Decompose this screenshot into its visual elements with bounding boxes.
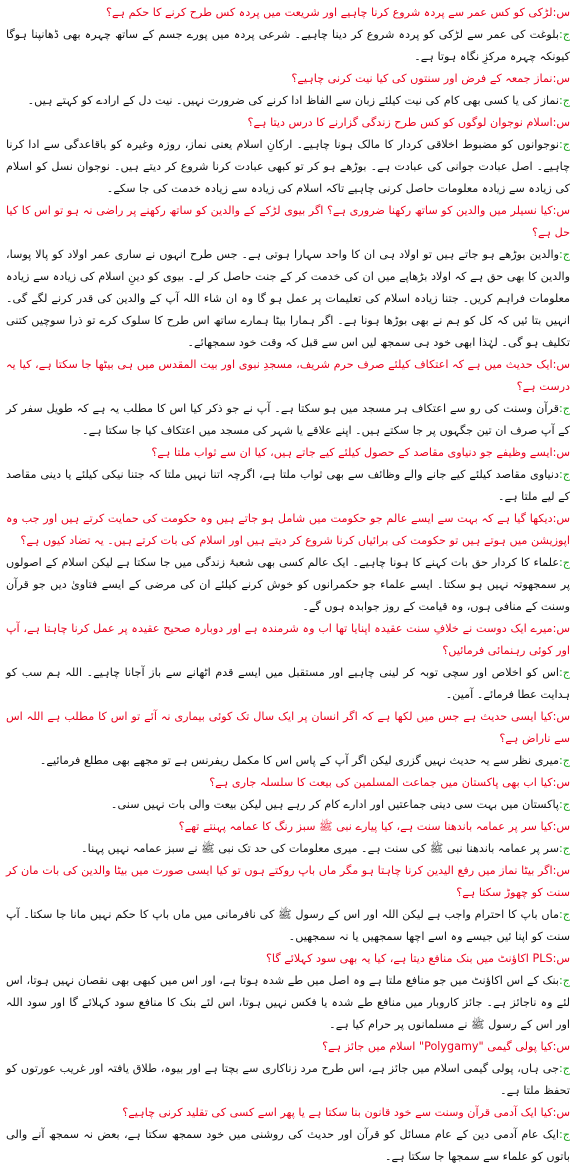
question: [6, 618, 570, 662]
answer-marker: ج:: [559, 842, 570, 855]
question: [6, 772, 570, 794]
question: [6, 860, 570, 904]
question-text: میرے ایک دوست نے خلافِ سنت عقیدہ اپنایا تھا اب وہ شرمندہ ہے اور دوبارہ صحیح عقیدہ پر عمل کرنا چاہتا ہے، آپ اور کوئی رہنمائی فرمائیں؟: [6, 622, 570, 657]
question-text: کیا ایسی حدیث ہے جس میں لکھا ہے کہ اگر انسان پر ایک سال تک کوئی بیماری نہ آئے تو اس کا مطلب ہے اللہ اس سے ناراض ہے؟: [6, 710, 570, 745]
question-text: ایسے وظیفے جو دنیاوی مقاصد کے حصول کیلئے کیے جاتے ہیں، کیا ان سے ثواب ملتا ہے؟: [151, 446, 553, 459]
answer: [6, 1124, 570, 1168]
answer-text: اس کو اخلاص اور سچی توبہ کر لینی چاہیے اور مستقبل میں ایسے قدم اٹھانے سے باز آجانا چاہیے۔ اللہ ہم سب کو ہدایت عطا فرمائے۔ آمین۔: [6, 666, 570, 701]
answer: [6, 244, 570, 354]
question-marker: س:: [552, 446, 570, 459]
question: [6, 1102, 570, 1124]
question-marker: س:: [552, 776, 570, 789]
qa-item: [6, 772, 570, 816]
answer: [6, 24, 570, 68]
question-marker: س:: [552, 710, 570, 723]
question: [6, 354, 570, 398]
answer-marker: ج:: [559, 94, 570, 107]
answer: [6, 90, 570, 112]
question-text: PLS اکاؤنٹ میں بنک منافع دیتا ہے، کیا یہ بھی سود کہلائے گا؟: [265, 952, 553, 965]
question-marker: س:: [552, 116, 570, 129]
question-text: اگر بیٹا نماز میں رفع الیدین کرنا چاہتا ہو مگر ماں باپ روکتے ہوں تو کیا ایسی صورت میں بیٹا والدین کی بات مان کر سنت کو چھوڑ سکتا ہے؟: [6, 864, 570, 899]
question: [6, 1036, 570, 1058]
answer-marker: ج:: [559, 754, 570, 767]
answer-marker: ج:: [559, 908, 570, 921]
question-text: کیا پولی گیمی "Polygamy" اسلام میں جائز ہے؟: [322, 1040, 553, 1053]
question-text: لڑکی کو کس عمر سے پردہ شروع کرنا چاہیے اور شریعت میں پردہ کس طرح کرنے کا حکم ہے؟: [106, 6, 553, 19]
question-marker: س:: [552, 6, 570, 19]
answer-marker: ج:: [559, 1128, 570, 1141]
question: [6, 948, 570, 970]
qa-item: [6, 442, 570, 508]
question-marker: س:: [552, 1040, 570, 1053]
answer-text: نوجوانوں کو مضبوط اخلاقی کردار کا مالک ہونا چاہیے۔ ارکانِ اسلام یعنی نماز، روزہ وغیرہ کو باقاعدگی سے ادا کرنا چاہیے۔ اصل عبادت جوانی کی عبادت ہے۔ بوڑھے ہو کر تو کبھی عبادت کرنا شروع کر دیتے ہیں۔ نوجوان نسل کو اسلام کی زیادہ سے زیادہ معلومات حاصل کرنی چاہیے تاکہ اسلام کی زیادہ سے زیادہ خدمت کی جا سکے۔: [6, 138, 570, 195]
question-text: کیا سر پر عمامہ باندھنا سنت ہے، کیا پیارے نبی ﷺ سبز رنگ کا عمامہ پہنتے تھے؟: [178, 820, 553, 833]
answer-marker: ج:: [559, 28, 570, 41]
question: [6, 200, 570, 244]
question-marker: س:: [552, 1106, 570, 1119]
qa-item: [6, 1036, 570, 1102]
answer-text: دنیاوی مقاصد کیلئے کیے جانے والے وظائف سے بھی ثواب ملتا ہے، اگرچہ اتنا نہیں ملتا کہ جتنا نیکی کیلئے یا دینی مقاصد کے لیے ملتا ہے۔: [6, 468, 570, 503]
answer-text: پاکستان میں بہت سی دینی جماعتیں اور ادارے کام کر رہے ہیں لیکن بیعت والی بات نہیں سنی۔: [110, 798, 559, 811]
answer-text: نماز کی یا کسی بھی کام کی نیت کیلئے زبان سے الفاظ ادا کرنے کی ضرورت نہیں۔ نیت دل کے ارادے کو کہتے ہیں۔: [27, 94, 559, 107]
question: [6, 442, 570, 464]
answer: [6, 464, 570, 508]
question-text: کیا ایک آدمی قرآن وسنت سے خود قانون بنا سکتا ہے یا پھر اسے کسی کی تقلید کرنی چاہیے؟: [122, 1106, 553, 1119]
answer: [6, 794, 570, 816]
answer-text: علماء کا کردار حق بات کہنے کا ہونا چاہیے۔ ایک عالم کسی بھی شعبۂ زندگی میں جا سکتا ہے لیکن اسلام کے اصولوں پر سمجھوتہ نہیں ہو سکتا۔ ایسے علماء جو حکمرانوں کو خوش کرنے کیلئے ان کی مرضی کے ایسے فتاویٰ دیں جو قرآن وسنت کے منافی ہوں، وہ قیامت کے روز جوابدہ ہوں گے۔: [6, 556, 570, 613]
answer-text: والدین بوڑھے ہو جاتے ہیں تو اولاد ہی ان کا واحد سہارا ہوتی ہے۔ جس طرح انہوں نے ساری عمر اولاد کو پالا پوسا، والدین کا بھی حق ہے کہ اولاد بڑھاپے میں ان کی خدمت کر کے جنت حاصل کر لے۔ بیوی کو دینِ اسلام کی زیادہ سے زیادہ معلومات فراہم کریں۔ جتنا زیادہ اسلام کی تعلیمات پر عمل ہو گا وہ ان شاء اللہ آپ کے والدین کی قدر کرنے لگے گی۔ انہیں بتا ئیں کہ کل کو ہم نے بھی بوڑھا ہونا ہے۔ اگر ہمارا بیٹا ہمارے ساتھ اس طرح کا سلوک کرے تو ذرا سوچیں کتنی تکلیف ہو گی۔ لہٰذا ابھی خود ہی سمجھ لیں اس سے قبل کہ وقت خود سمجھائے۔: [6, 248, 570, 349]
answer: [6, 662, 570, 706]
question: [6, 816, 570, 838]
question-marker: س:: [552, 512, 570, 525]
question: [6, 68, 570, 90]
question: [6, 508, 570, 552]
question-marker: س:: [552, 358, 570, 371]
answer-text: میری نظر سے یہ حدیث نہیں گزری لیکن اگر آپ کے پاس اس کا مکمل ریفرنس ہے تو مجھے بھی مطلع فرمائیے۔: [39, 754, 559, 767]
answer: [6, 750, 570, 772]
question-marker: س:: [552, 622, 570, 635]
question-text: دیکھا گیا ہے کہ بہت سے ایسے عالم جو حکومت میں شامل ہو جاتے ہیں وہ حکومت کی حمایت کرتے ہیں اور جب وہ اپوزیشن میں ہوتے ہیں تو حکومت کی برائیاں کرنا شروع کر دیتے ہیں اور اسلام کی بات کرتے ہیں۔ یہ تضاد کیوں ہے؟: [6, 512, 570, 547]
qa-item: [6, 816, 570, 860]
answer-marker: ج:: [559, 402, 570, 415]
answer: [6, 134, 570, 200]
answer: [6, 552, 570, 618]
answer: [6, 904, 570, 948]
answer-marker: ج:: [559, 798, 570, 811]
answer-marker: ج:: [559, 248, 570, 261]
question-text: کیا نسیلر میں والدین کو ساتھ رکھنا ضروری ہے؟ اگر بیوی لڑکے کے والدین کو ساتھ رکھنے پر راضی نہ ہو تو اس کا کیا حل ہے؟: [6, 204, 570, 239]
answer-text: ماں باپ کا احترام واجب ہے لیکن اللہ اور اس کے رسول ﷺ کی نافرمانی میں ماں باپ کا حکم نہیں مانا جا سکتا۔ آپ سنت کو اپنا ئیں جیسے وہ اسے اچھا سمجھیں یا نہ سمجھیں۔: [6, 908, 570, 943]
qa-item: [6, 200, 570, 354]
question: [6, 2, 570, 24]
answer-text: بلوغت کی عمر سے لڑکی کو پردہ شروع کر دینا چاہیے۔ شرعی پردہ میں پورے جسم کے ساتھ چہرہ بھی ڈھانپنا ہوگا کیونکہ چہرہ مرکزِ نگاہ ہوتا ہے۔: [6, 28, 570, 63]
answer-text: جی ہاں، پولی گیمی اسلام میں جائز ہے، اس طرح مرد زناکاری سے بچتا ہے اور بیوہ، طلاق یافتہ اور غریب عورتوں کو تحفظ ملتا ہے۔: [6, 1062, 570, 1097]
question-marker: س:: [552, 864, 570, 877]
answer: [6, 1058, 570, 1102]
answer-marker: ج:: [559, 666, 570, 679]
question-marker: س:: [552, 820, 570, 833]
answer: [6, 970, 570, 1036]
answer-text: سر پر عمامہ باندھنا نبی ﷺ کی سنت ہے۔ میری معلومات کی حد تک نبی ﷺ نے سبز عمامہ نہیں پہنا۔: [81, 842, 559, 855]
question: [6, 706, 570, 750]
question-text: اسلام نوجوان لوگوں کو کس طرح زندگی گزارنے کا درس دیتا ہے؟: [247, 116, 553, 129]
answer-text: بنک کے اس اکاؤنٹ میں جو منافع ملتا ہے وہ اصل میں طے شدہ ہوتا ہے، اور اس میں کبھی بھی نقصان نہیں ہوتا، اس لئے وہ ناجائز ہے۔ جائز کاروبار میں منافع طے شدہ یا فکس نہیں ہوتا، اس لئے بنک کا منافع سود کہلائے گا اور سود اللہ اور اس کے رسول ﷺ نے مسلمانوں پر حرام کیا ہے۔: [6, 974, 570, 1031]
answer-text: ایک عام آدمی دین کے عام مسائل کو قرآن اور حدیث کی روشنی میں خود سمجھ سکتا ہے، بعض نہ سمجھ آنے والی باتوں کو علماء سے سمجھا جا سکتا ہے۔: [6, 1128, 570, 1163]
qa-item: [6, 1102, 570, 1168]
qa-item: [6, 508, 570, 618]
question-text: ایک حدیث میں ہے کہ اعتکاف کیلئے صرف حرم شریف، مسجدِ نبوی اور بیت المقدس میں ہی بیٹھا جا سکتا ہے، کیا یہ درست ہے؟: [6, 358, 570, 393]
answer-marker: ج:: [559, 468, 570, 481]
qa-item: [6, 112, 570, 200]
question-text: کیا اب بھی پاکستان میں جماعت المسلمین کی بیعت کا سلسلہ جاری ہے؟: [209, 776, 553, 789]
qa-item: [6, 948, 570, 1036]
question-text: نماز جمعہ کے فرض اور سنتوں کی کیا نیت کرنی چاہیے؟: [291, 72, 553, 85]
qa-item: [6, 68, 570, 112]
question: [6, 112, 570, 134]
question-marker: س:: [552, 952, 570, 965]
qa-item: [6, 354, 570, 442]
answer-marker: ج:: [559, 556, 570, 569]
qa-item: [6, 706, 570, 772]
qa-item: [6, 860, 570, 948]
answer: [6, 838, 570, 860]
answer-marker: ج:: [559, 1062, 570, 1075]
qa-item: [6, 618, 570, 706]
answer: [6, 398, 570, 442]
answer-text: قرآن وسنت کی رو سے اعتکاف ہر مسجد میں ہو سکتا ہے۔ آپ نے جو ذکر کیا اس کا مطلب یہ ہے کہ طویل سفر کر کے آپ صرف ان تین جگہوں پر جا سکتے ہیں۔ اپنے علاقے یا شہر کی مسجد میں اعتکاف کیا جا سکتا ہے۔: [6, 402, 570, 437]
answer-marker: ج:: [559, 974, 570, 987]
qa-item: [6, 2, 570, 68]
answer-marker: ج:: [559, 138, 570, 151]
question-marker: س:: [552, 72, 570, 85]
question-marker: س:: [552, 204, 570, 217]
